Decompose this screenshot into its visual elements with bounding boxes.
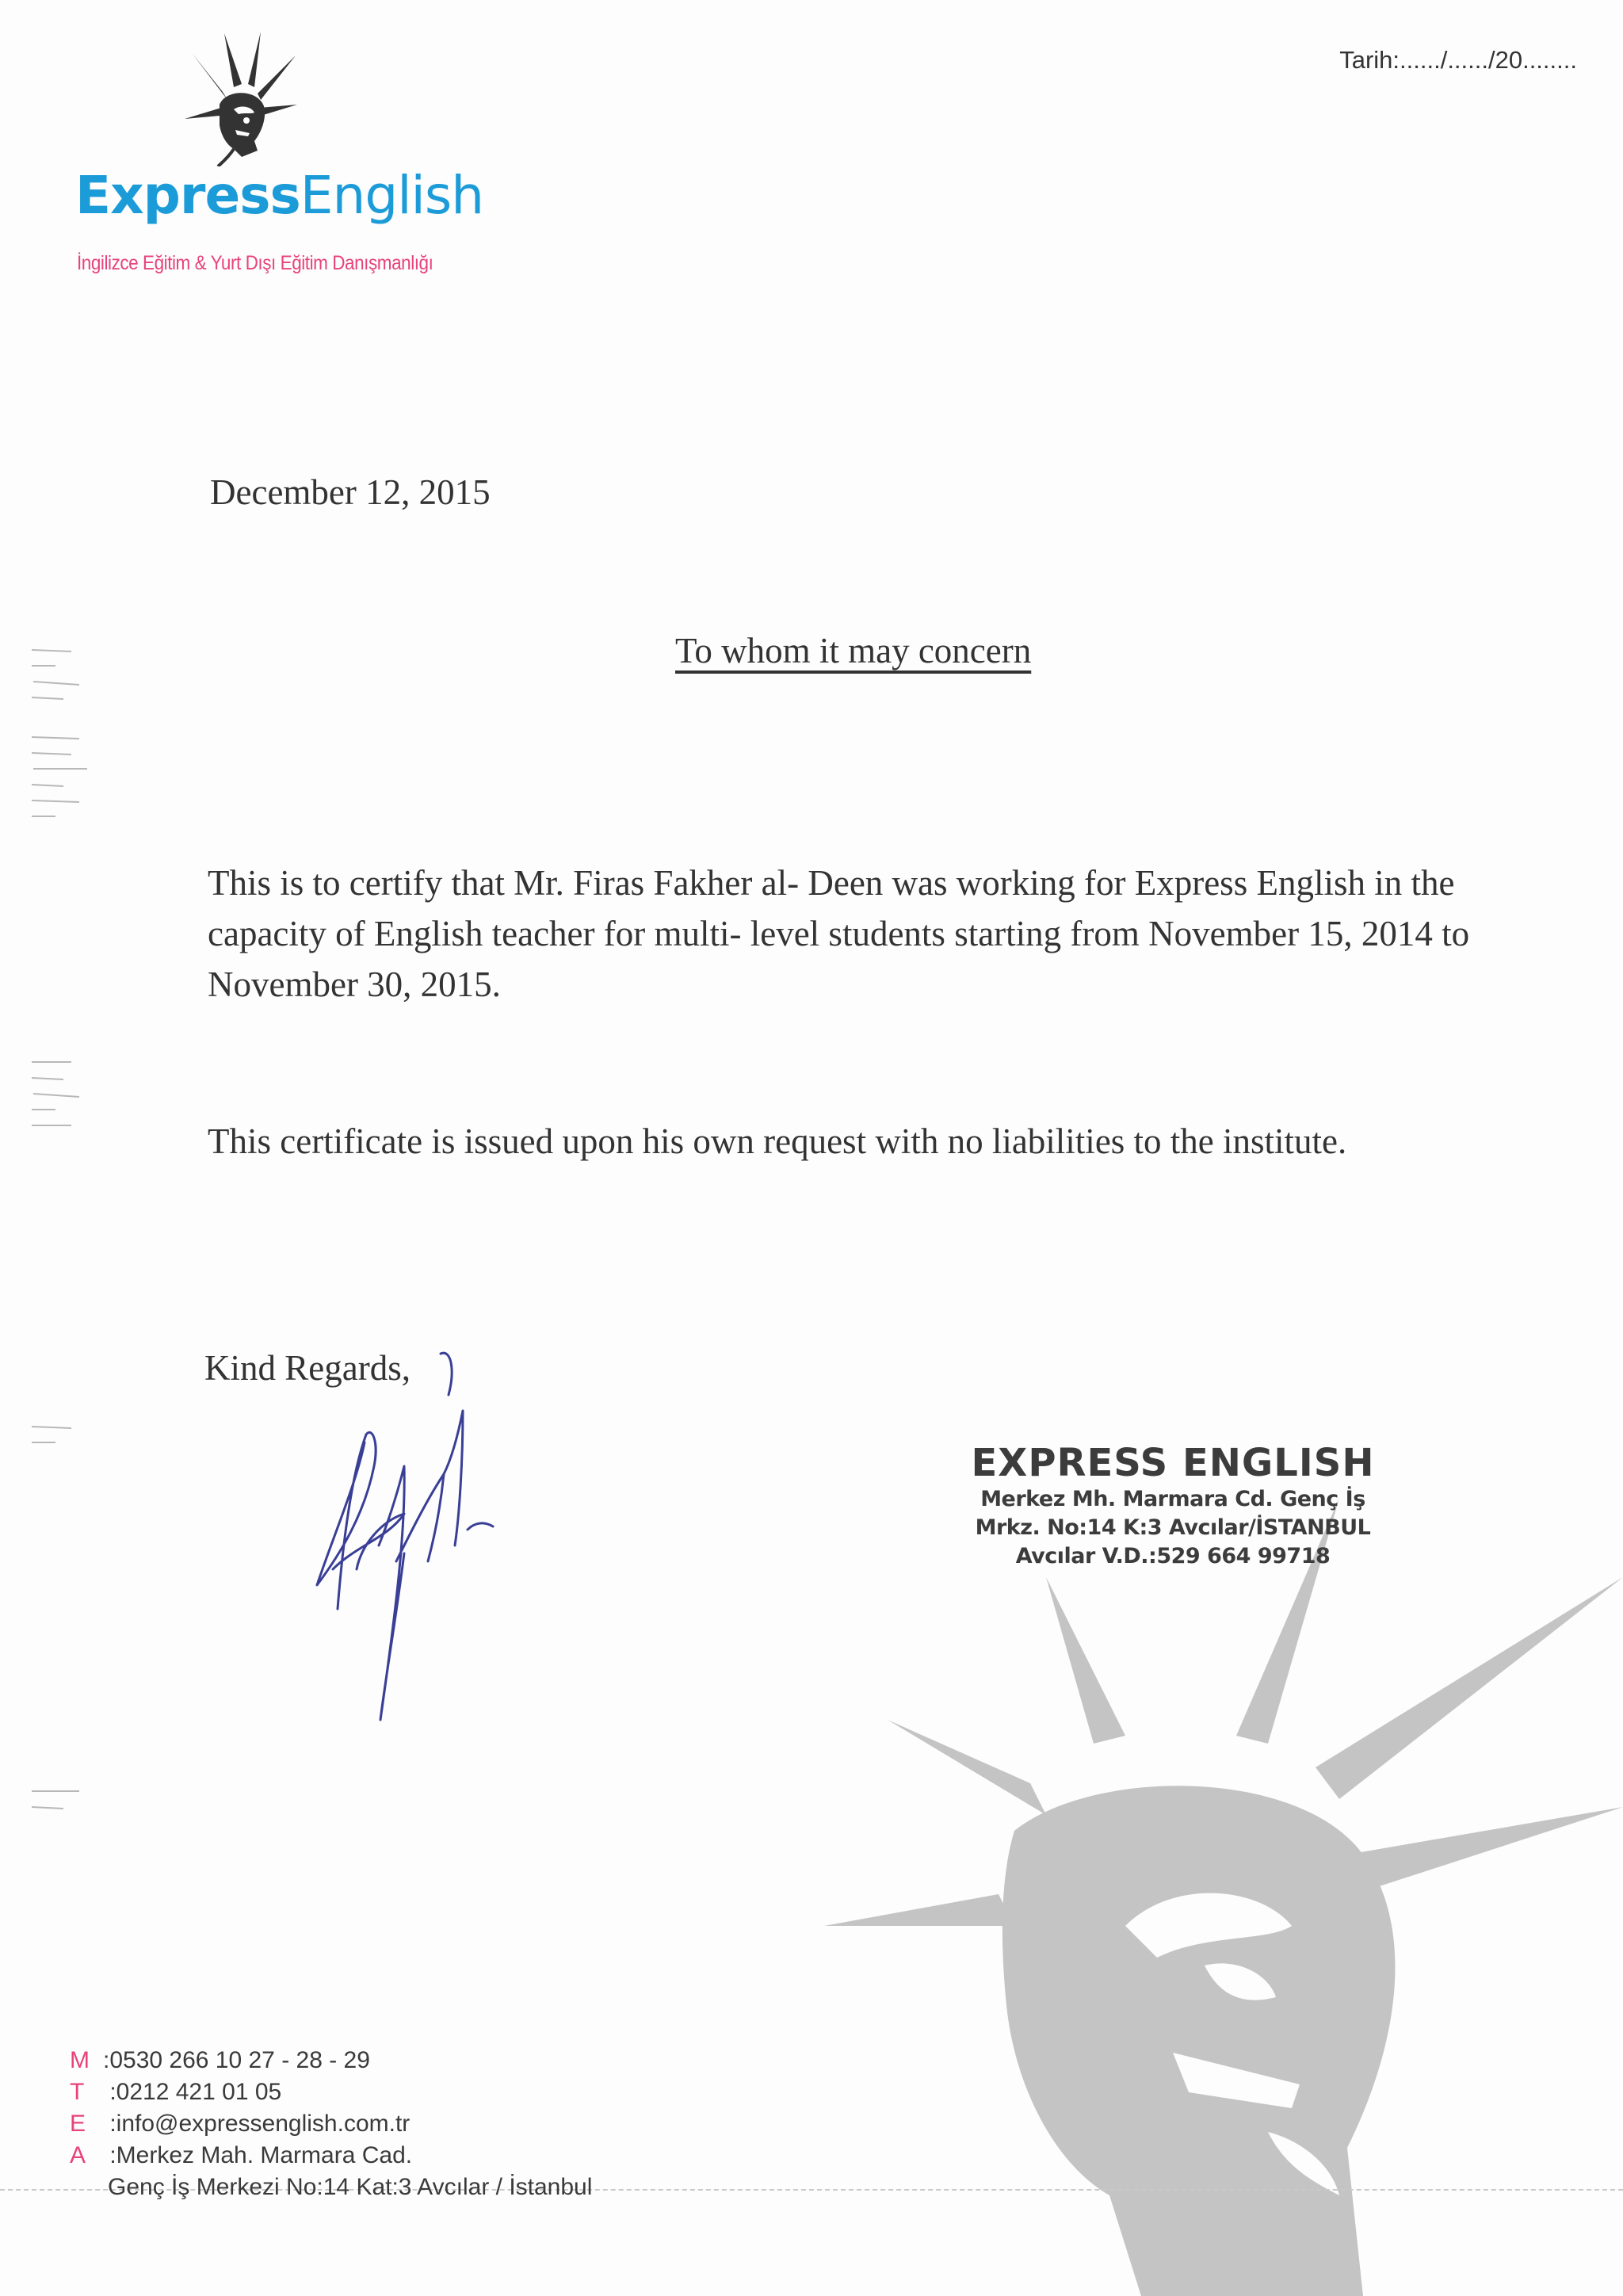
contact-value: :Merkez Mah. Marmara Cad. <box>103 2142 413 2168</box>
contact-value: :0530 266 10 27 - 28 - 29 <box>103 2047 370 2073</box>
closing: Kind Regards, <box>204 1348 411 1388</box>
contact-value: :info@expressenglish.com.tr <box>103 2111 411 2137</box>
company-stamp <box>959 1441 1387 1571</box>
body-paragraph: This certificate is issued upon his own request with no liabilities to the institute. <box>208 1121 1347 1161</box>
letter-date: December 12, 2015 <box>210 472 491 512</box>
company-logo <box>75 32 487 274</box>
body-paragraph: This is to certify that Mr. Firas Fakher al- Deen was working for Express English in the capacity of English teacher for multi- level students starting from November 15, 2014 to November 30, 2015. <box>208 863 1470 1004</box>
logo-wordmark <box>75 165 483 226</box>
contact-label: T <box>70 2079 85 2105</box>
contact-address <box>70 2140 592 2172</box>
letter-subject: To whom it may concern <box>675 631 1032 670</box>
stamp-title: EXPRESS ENGLISH <box>971 1441 1375 1485</box>
date-field: Tarih:....../....../20........ <box>1339 46 1577 74</box>
contact-label: E <box>70 2111 86 2137</box>
contact-label: A <box>70 2142 86 2168</box>
statue-watermark-icon <box>792 1482 1623 2296</box>
stamp-address-line: Merkez Mh. Marmara Cd. Genç İş <box>980 1487 1365 1511</box>
statue-of-liberty-icon <box>178 32 297 166</box>
handwritten-signature <box>285 1347 523 1728</box>
contact-label: M <box>70 2047 90 2073</box>
contact-email <box>70 2108 592 2140</box>
logo-word-express: Express <box>75 165 300 226</box>
logo-tagline: İngilizce Eğitim & Yurt Dışı Eğitim Danışmanlığı <box>77 252 433 274</box>
stamp-tax-line: Avcılar V.D.:529 664 99718 <box>1015 1544 1331 1568</box>
scan-margin-marks <box>24 634 95 1902</box>
contact-address-line2 <box>70 2172 592 2203</box>
contact-value: Genç İş Merkezi No:14 Kat:3 Avcılar / İstanbul <box>108 2174 593 2200</box>
stamp-address-line: Mrkz. No:14 K:3 Avcılar/İSTANBUL <box>975 1515 1371 1540</box>
contact-value: :0212 421 01 05 <box>103 2079 282 2105</box>
logo-word-english: English <box>300 165 484 226</box>
contact-phone <box>70 2076 592 2108</box>
footer-contact <box>70 2045 592 2203</box>
contact-mobile <box>70 2045 592 2076</box>
